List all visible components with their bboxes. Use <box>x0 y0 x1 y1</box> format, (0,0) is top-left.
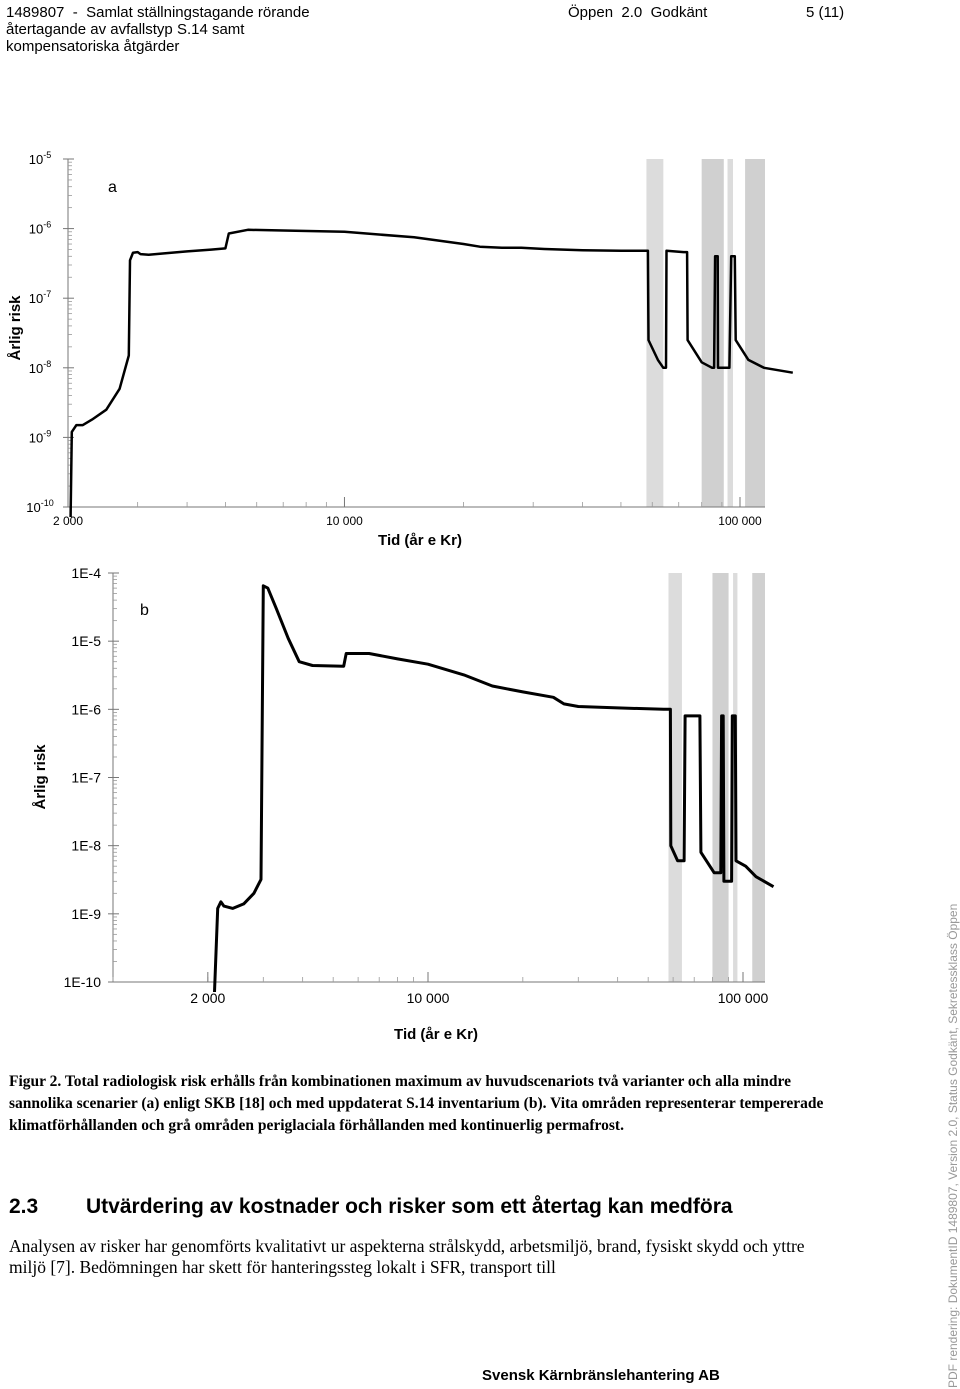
caption-label: Figur 2. <box>9 1073 62 1090</box>
risk-series-line <box>71 230 793 517</box>
status-text: Öppen <box>568 4 614 21</box>
section-number: 2.3 <box>9 1195 39 1218</box>
x-tick-label: 10 000 <box>406 990 450 1006</box>
x-tick-label: 10 000 <box>326 514 363 528</box>
section-title: Utvärdering av kostnader och risker som ett återtag kan medföra <box>86 1195 733 1218</box>
y-tick-label: 1E-7 <box>71 769 101 786</box>
section-heading <box>9 1195 733 1219</box>
y-tick-label: 1E-10 <box>63 974 101 990</box>
y-tick-label: $10^{-8}$ <box>28 358 52 376</box>
side-watermark: PDF rendering: DokumentID 1489807, Version 2.0, Status Godkänt, Sekretessklass Öppen <box>946 903 960 1388</box>
header-title-line2: återtagande av avfallstyp S.14 samt <box>6 21 245 38</box>
y-tick-label: $10^{-7}$ <box>28 289 52 307</box>
y-tick-label: $10^{-10}$ <box>26 498 54 515</box>
y-tick-label: 1E-4 <box>71 565 101 581</box>
footer-company: Svensk Kärnbränslehantering AB <box>482 1367 720 1384</box>
figure-caption <box>9 1071 839 1137</box>
x-axis-title: Tid (år e Kr) <box>394 1026 478 1043</box>
panel-label: b <box>140 602 149 619</box>
version-text: 2.0 <box>621 4 643 21</box>
x-tick-label: 100 000 <box>718 514 762 528</box>
permafrost-band <box>752 573 765 982</box>
risk-series-line <box>215 586 774 992</box>
chart-a-svg <box>0 140 960 555</box>
y-tick-label: $10^{-5}$ <box>28 150 52 167</box>
caption-text: Total radiologisk risk erhålls från kombinationen maximum av huvudscenariots två varianter och alla mindre sannolika scenarier (a) enligt SKB [18] och med uppdaterat S.14 inventarium (b). Vita områden representerar tempererade klimatförhållanden och grå områden periglaciala förhållanden med kontinuerlig permafrost. <box>9 1073 824 1134</box>
x-tick-label: 2 000 <box>190 990 226 1006</box>
permafrost-band <box>745 159 765 507</box>
y-axis-title: Årlig risk <box>32 744 49 810</box>
x-tick-label: 100 000 <box>717 990 769 1006</box>
y-tick-label: $10^{-9}$ <box>28 428 52 446</box>
y-tick-label: 1E-5 <box>71 633 101 650</box>
header-left <box>6 4 310 55</box>
header-title-line1: 1489807 - Samlat ställningstagande rörande <box>6 4 310 21</box>
y-tick-label: 1E-6 <box>71 701 101 718</box>
chart-b-svg <box>0 555 960 1055</box>
y-axis-title: Årlig risk <box>7 295 24 361</box>
x-axis-title: Tid (år e Kr) <box>378 532 462 549</box>
header-title-line3: kompensatoriska åtgärder <box>6 38 180 55</box>
chart-a <box>0 140 960 555</box>
approval-text: Godkänt <box>650 4 708 21</box>
x-tick-label: 2 000 <box>52 514 84 528</box>
page-number: 5 (11) <box>806 4 845 21</box>
y-tick-label: 1E-8 <box>71 837 101 854</box>
body-paragraph: Analysen av risker har genomförts kvalitativt ur aspekterna strålskydd, arbetsmiljö, brand, fysiskt skydd och yttre miljö [7]. Bedömningen har skett för hanteringssteg lokalt i SFR, transport till <box>9 1236 805 1277</box>
permafrost-band <box>702 159 724 507</box>
y-tick-label: $10^{-6}$ <box>28 219 52 237</box>
panel-label: a <box>108 179 117 196</box>
header-status <box>568 4 707 21</box>
y-tick-label: 1E-9 <box>71 905 101 922</box>
chart-b <box>0 555 960 1055</box>
